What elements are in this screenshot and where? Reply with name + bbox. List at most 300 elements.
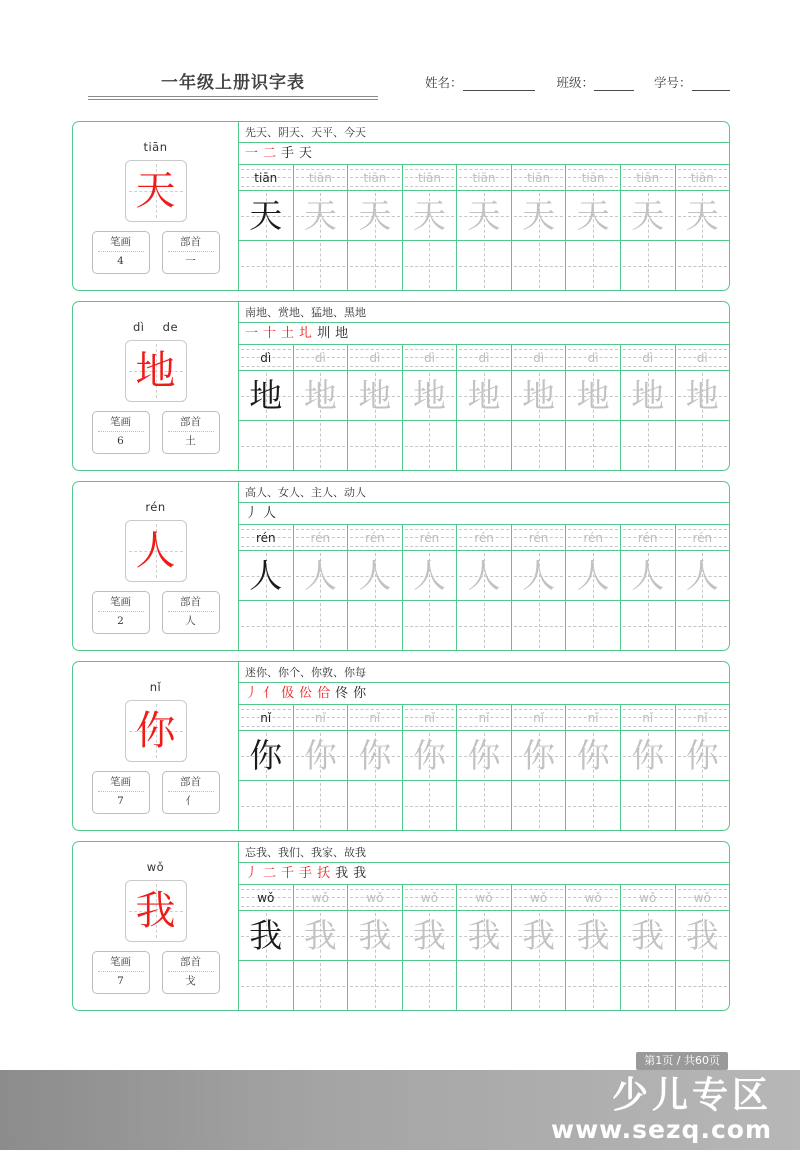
- character-cell[interactable]: [294, 551, 349, 600]
- pinyin-cell-text: dì: [260, 350, 272, 365]
- pinyin-cell-text: tiān: [690, 170, 714, 185]
- pinyin-practice-row: [239, 525, 729, 551]
- character-cell-text: 人: [412, 556, 446, 595]
- pinyin-cell[interactable]: [348, 165, 403, 190]
- pinyin-cell[interactable]: [239, 345, 294, 370]
- class-field-label: 班级：: [556, 75, 595, 90]
- pinyin-guideline: [623, 906, 673, 907]
- pinyin-guideline: [514, 906, 564, 907]
- name-field-blank[interactable]: [463, 78, 535, 91]
- page-header: [0, 72, 800, 112]
- character-cell[interactable]: [566, 371, 621, 420]
- pinyin-cell[interactable]: [621, 525, 676, 550]
- cell-guide-horizontal: [459, 986, 509, 987]
- blank-cell[interactable]: [566, 781, 621, 830]
- cell-guide-horizontal: [296, 986, 346, 987]
- pinyin-guideline: [296, 169, 346, 170]
- pinyin-guideline: [296, 889, 346, 890]
- pinyin-cell[interactable]: [566, 165, 621, 190]
- blank-cell[interactable]: [566, 421, 621, 470]
- cell-guide-horizontal: [568, 986, 618, 987]
- pinyin-cell[interactable]: [621, 345, 676, 370]
- pinyin-cell-text: nǐ: [587, 710, 599, 725]
- blank-cell[interactable]: [512, 601, 567, 650]
- cell-guide-horizontal: [678, 266, 728, 267]
- blank-cell[interactable]: [239, 601, 294, 650]
- blank-cell[interactable]: [403, 241, 458, 290]
- pinyin-cell[interactable]: [457, 165, 512, 190]
- stroke-count-value: 6: [117, 435, 124, 447]
- blank-cell[interactable]: [566, 601, 621, 650]
- pinyin-cell[interactable]: [457, 885, 512, 910]
- pinyin-guideline: [350, 889, 400, 890]
- pinyin-cell[interactable]: [512, 525, 567, 550]
- stroke-step: 手: [281, 146, 295, 161]
- class-field-blank[interactable]: [594, 78, 634, 91]
- pinyin-cell[interactable]: [348, 705, 403, 730]
- blank-cell[interactable]: [676, 241, 730, 290]
- pinyin-cell[interactable]: [294, 885, 349, 910]
- blank-cell[interactable]: [457, 961, 512, 1010]
- blank-cell[interactable]: [239, 781, 294, 830]
- pinyin-guideline: [459, 546, 509, 547]
- blank-cell[interactable]: [512, 241, 567, 290]
- pinyin-cell-text: dì: [587, 350, 599, 365]
- character-cell[interactable]: [512, 731, 567, 780]
- pinyin-guideline: [241, 529, 291, 530]
- character-cell[interactable]: [348, 371, 403, 420]
- cell-guide-horizontal: [405, 806, 455, 807]
- radical-label: 部首: [168, 595, 214, 612]
- stroke-step: 人: [263, 506, 277, 521]
- pinyin-cell-text: nǐ: [533, 710, 545, 725]
- pinyin-cell-text: dì: [369, 350, 381, 365]
- character-cell-text: 地: [576, 376, 610, 415]
- practice-area: [239, 662, 729, 830]
- pinyin-cell[interactable]: [348, 885, 403, 910]
- pinyin-cell[interactable]: [566, 345, 621, 370]
- pinyin-cell[interactable]: [457, 525, 512, 550]
- student-number-blank[interactable]: [692, 78, 730, 91]
- pinyin-guideline: [514, 169, 564, 170]
- cell-guide-horizontal: [405, 626, 455, 627]
- character-display-box: [125, 700, 187, 762]
- pinyin-guideline: [514, 186, 564, 187]
- pinyin-guideline: [459, 726, 509, 727]
- pinyin-guideline: [514, 726, 564, 727]
- pinyin-guideline: [241, 546, 291, 547]
- character-cell-text: 天: [467, 196, 501, 235]
- character-cell[interactable]: [676, 911, 730, 960]
- pinyin-guideline: [514, 349, 564, 350]
- pinyin-cell[interactable]: [566, 705, 621, 730]
- pinyin-guideline: [678, 529, 728, 530]
- character-cell[interactable]: [457, 911, 512, 960]
- character-cell-text: 人: [358, 556, 392, 595]
- pinyin-guideline: [678, 889, 728, 890]
- blank-cell[interactable]: [621, 961, 676, 1010]
- pinyin-cell[interactable]: [403, 345, 458, 370]
- pinyin-cell[interactable]: [512, 165, 567, 190]
- pinyin-guideline: [296, 709, 346, 710]
- character-cell[interactable]: [512, 371, 567, 420]
- character-cell[interactable]: [512, 911, 567, 960]
- pinyin-guideline: [405, 529, 455, 530]
- character-cell-text: 我: [685, 916, 719, 955]
- stroke-step: 丿: [245, 686, 259, 701]
- radical-label: 部首: [168, 955, 214, 972]
- cell-guide-horizontal: [350, 446, 400, 447]
- pinyin-guideline: [568, 726, 618, 727]
- student-number-label: 学号：: [654, 75, 692, 90]
- blank-cell[interactable]: [621, 781, 676, 830]
- character-cell[interactable]: [348, 911, 403, 960]
- character-cell[interactable]: [294, 731, 349, 780]
- blank-cell[interactable]: [348, 601, 403, 650]
- character-block: [72, 661, 730, 831]
- blank-practice-row: [239, 421, 729, 470]
- blank-cell[interactable]: [566, 961, 621, 1010]
- pinyin-guideline: [623, 546, 673, 547]
- character-cell-text: 地: [249, 376, 283, 415]
- blank-cell[interactable]: [348, 421, 403, 470]
- blank-cell[interactable]: [348, 241, 403, 290]
- character-display-box: [125, 520, 187, 582]
- character-cell-text: 地: [631, 376, 665, 415]
- character-practice-row: [239, 731, 729, 781]
- character-cell-text: 天: [631, 196, 665, 235]
- stroke-step: 佟: [335, 686, 349, 701]
- pinyin-cell[interactable]: [294, 525, 349, 550]
- pinyin-readings: [73, 500, 238, 514]
- pinyin-cell[interactable]: [676, 705, 730, 730]
- blank-cell[interactable]: [676, 601, 730, 650]
- blank-cell[interactable]: [457, 781, 512, 830]
- pinyin-cell[interactable]: [348, 525, 403, 550]
- character-cell[interactable]: [403, 911, 458, 960]
- character-cell-text: 地: [522, 376, 556, 415]
- title-rule-upper: [88, 96, 378, 97]
- pinyin-cell[interactable]: [294, 165, 349, 190]
- pinyin-reading: dì: [132, 320, 145, 334]
- blank-cell[interactable]: [621, 421, 676, 470]
- radical-label: 部首: [168, 775, 214, 792]
- cell-guide-horizontal: [514, 446, 564, 447]
- pinyin-cell[interactable]: [348, 345, 403, 370]
- pinyin-cell[interactable]: [457, 345, 512, 370]
- cell-guide-horizontal: [405, 446, 455, 447]
- pinyin-cell[interactable]: [239, 705, 294, 730]
- pinyin-cell[interactable]: [676, 345, 730, 370]
- character-cell-text: 你: [249, 736, 283, 775]
- radical-value: 一: [185, 255, 196, 267]
- blank-cell[interactable]: [239, 241, 294, 290]
- cell-guide-horizontal: [350, 266, 400, 267]
- character-cell[interactable]: [566, 551, 621, 600]
- blank-cell[interactable]: [621, 601, 676, 650]
- cell-guide-horizontal: [241, 446, 291, 447]
- pinyin-cell-text: dì: [533, 350, 545, 365]
- radical-box: [162, 411, 220, 454]
- cell-guide-horizontal: [678, 806, 728, 807]
- pinyin-guideline: [296, 546, 346, 547]
- character-cell-text: 人: [249, 556, 283, 595]
- pinyin-guideline: [241, 366, 291, 367]
- character-cell-text: 地: [303, 376, 337, 415]
- pinyin-cell[interactable]: [512, 885, 567, 910]
- pinyin-cell-text: wǒ: [366, 890, 384, 905]
- blank-cell[interactable]: [294, 421, 349, 470]
- pinyin-cell-text: rén: [310, 530, 331, 545]
- pinyin-guideline: [623, 366, 673, 367]
- blank-cell[interactable]: [512, 961, 567, 1010]
- character-info-panel: [73, 842, 239, 1010]
- character-cell[interactable]: [403, 191, 458, 240]
- character-cell-text: 我: [249, 916, 283, 955]
- class-field[interactable]: [557, 75, 635, 91]
- pinyin-guideline: [459, 169, 509, 170]
- stroke-step: 天: [299, 146, 313, 161]
- stroke-count-box: [92, 771, 150, 814]
- stroke-order-row: [239, 863, 729, 885]
- pinyin-guideline: [296, 529, 346, 530]
- character-cell[interactable]: [403, 551, 458, 600]
- pinyin-guideline: [514, 546, 564, 547]
- character-cell-text: 人: [303, 556, 337, 595]
- pinyin-readings: [73, 680, 238, 694]
- pinyin-cell-text: dì: [642, 350, 654, 365]
- character-cell[interactable]: [348, 731, 403, 780]
- pinyin-cell[interactable]: [403, 705, 458, 730]
- student-number-field[interactable]: [654, 75, 730, 91]
- character-cell[interactable]: [676, 551, 730, 600]
- character-cell[interactable]: [294, 191, 349, 240]
- cell-guide-horizontal: [350, 626, 400, 627]
- pinyin-cell-text: rén: [583, 530, 603, 545]
- stroke-step: 手: [299, 866, 313, 881]
- example-words-row: 忘我、我们、我家、故我: [239, 842, 729, 863]
- blank-practice-row: [239, 781, 729, 830]
- blank-cell[interactable]: [512, 421, 567, 470]
- pinyin-cell-text: wǒ: [257, 890, 275, 905]
- blank-practice-row: [239, 961, 729, 1010]
- character-cell[interactable]: [621, 371, 676, 420]
- pinyin-cell[interactable]: [403, 525, 458, 550]
- character-cell-text: 我: [303, 916, 337, 955]
- pinyin-guideline: [241, 349, 291, 350]
- character-cell-text: 地: [412, 376, 446, 415]
- character-cell[interactable]: [621, 551, 676, 600]
- stroke-step: 丿: [245, 506, 259, 521]
- blank-cell[interactable]: [294, 781, 349, 830]
- pinyin-guideline: [459, 906, 509, 907]
- pinyin-cell-text: wǒ: [311, 890, 329, 905]
- character-cell-text: 我: [412, 916, 446, 955]
- pinyin-guideline: [678, 366, 728, 367]
- pinyin-cell-text: dì: [423, 350, 435, 365]
- cell-guide-horizontal: [678, 626, 728, 627]
- stroke-step: 二: [263, 146, 277, 161]
- pinyin-cell[interactable]: [239, 165, 294, 190]
- cell-guide-horizontal: [623, 446, 673, 447]
- blank-cell[interactable]: [403, 421, 458, 470]
- cell-guide-horizontal: [623, 266, 673, 267]
- pinyin-cell-text: tiān: [636, 170, 660, 185]
- cell-guide-horizontal: [241, 266, 291, 267]
- character-cell[interactable]: [512, 191, 567, 240]
- stroke-step: 伀: [299, 686, 313, 701]
- pinyin-cell[interactable]: [239, 885, 294, 910]
- blank-practice-row: [239, 241, 729, 290]
- character-cell[interactable]: [457, 371, 512, 420]
- cell-guide-horizontal: [623, 986, 673, 987]
- pinyin-cell-text: rén: [637, 530, 658, 545]
- pinyin-cell[interactable]: [676, 885, 730, 910]
- pinyin-guideline: [623, 529, 673, 530]
- stroke-step: 一: [245, 146, 259, 161]
- blank-cell[interactable]: [566, 241, 621, 290]
- character-info-panel: [73, 122, 239, 290]
- character-cell[interactable]: [676, 191, 730, 240]
- character-cell[interactable]: [239, 191, 294, 240]
- character-cell[interactable]: [676, 731, 730, 780]
- character-cell[interactable]: [621, 731, 676, 780]
- blank-cell[interactable]: [457, 601, 512, 650]
- pinyin-cell-text: dì: [696, 350, 708, 365]
- character-cell[interactable]: [294, 911, 349, 960]
- pinyin-guideline: [514, 709, 564, 710]
- blank-practice-row: [239, 601, 729, 650]
- practice-area: [239, 842, 729, 1010]
- character-cell[interactable]: [348, 191, 403, 240]
- blank-cell[interactable]: [457, 241, 512, 290]
- character-cell[interactable]: [566, 731, 621, 780]
- title-underline: [88, 96, 378, 100]
- pinyin-cell[interactable]: [621, 165, 676, 190]
- radical-value: 土: [185, 435, 196, 447]
- blank-cell[interactable]: [294, 601, 349, 650]
- blank-cell[interactable]: [348, 781, 403, 830]
- cell-guide-horizontal: [296, 626, 346, 627]
- pinyin-cell[interactable]: [403, 885, 458, 910]
- stroke-step: 佮: [317, 686, 331, 701]
- blank-cell[interactable]: [676, 961, 730, 1010]
- pinyin-cell[interactable]: [294, 705, 349, 730]
- pinyin-guideline: [350, 546, 400, 547]
- stroke-step: 十: [263, 326, 277, 341]
- blank-cell[interactable]: [621, 241, 676, 290]
- character-cell[interactable]: [621, 911, 676, 960]
- pinyin-cell[interactable]: [403, 165, 458, 190]
- radical-label: 部首: [168, 415, 214, 432]
- blank-cell[interactable]: [239, 421, 294, 470]
- blank-cell[interactable]: [294, 241, 349, 290]
- character-cell[interactable]: [294, 371, 349, 420]
- pinyin-cell[interactable]: [512, 345, 567, 370]
- example-words-row: 先天、阴天、天平、今天: [239, 122, 729, 143]
- pinyin-cell-text: tiān: [254, 170, 278, 185]
- character-cell[interactable]: [512, 551, 567, 600]
- pinyin-cell[interactable]: [676, 165, 730, 190]
- pinyin-cell[interactable]: [621, 705, 676, 730]
- character-cell[interactable]: [239, 371, 294, 420]
- character-cell[interactable]: [403, 731, 458, 780]
- cell-guide-horizontal: [568, 266, 618, 267]
- character-cell-text: 人: [467, 556, 501, 595]
- character-cell-text: 你: [685, 736, 719, 775]
- pinyin-guideline: [405, 889, 455, 890]
- character-cell[interactable]: [566, 911, 621, 960]
- stroke-step: 二: [263, 866, 277, 881]
- blank-cell[interactable]: [294, 961, 349, 1010]
- character-display-box: [125, 160, 187, 222]
- pinyin-cell[interactable]: [512, 705, 567, 730]
- pinyin-guideline: [568, 546, 618, 547]
- character-cell[interactable]: [403, 371, 458, 420]
- character-cell[interactable]: [239, 731, 294, 780]
- cell-guide-horizontal: [514, 806, 564, 807]
- pinyin-cell[interactable]: [566, 525, 621, 550]
- blank-cell[interactable]: [348, 961, 403, 1010]
- pinyin-cell[interactable]: [457, 705, 512, 730]
- character-cell[interactable]: [239, 911, 294, 960]
- stroke-step: 亻: [263, 686, 277, 701]
- character-cell[interactable]: [348, 551, 403, 600]
- pinyin-guideline: [405, 906, 455, 907]
- character-cell[interactable]: [676, 371, 730, 420]
- character-cell-text: 我: [522, 916, 556, 955]
- pinyin-guideline: [405, 709, 455, 710]
- pinyin-guideline: [296, 186, 346, 187]
- pinyin-guideline: [241, 186, 291, 187]
- character-cell[interactable]: [457, 731, 512, 780]
- pinyin-cell[interactable]: [294, 345, 349, 370]
- blank-cell[interactable]: [676, 421, 730, 470]
- pinyin-guideline: [459, 366, 509, 367]
- pinyin-cell[interactable]: [676, 525, 730, 550]
- blank-cell[interactable]: [239, 961, 294, 1010]
- name-field[interactable]: [425, 75, 535, 91]
- character-block: [72, 841, 730, 1011]
- blank-cell[interactable]: [676, 781, 730, 830]
- pinyin-guideline: [350, 169, 400, 170]
- pinyin-readings: [73, 860, 238, 874]
- pinyin-cell-text: nǐ: [369, 710, 381, 725]
- character-cell[interactable]: [457, 191, 512, 240]
- blank-cell[interactable]: [403, 601, 458, 650]
- pinyin-cell-text: nǐ: [260, 710, 272, 725]
- example-words-row: 高人、女人、主人、动人: [239, 482, 729, 503]
- stroke-count-label: 笔画: [98, 595, 144, 612]
- pinyin-cell[interactable]: [239, 525, 294, 550]
- character-cell[interactable]: [621, 191, 676, 240]
- pinyin-guideline: [459, 349, 509, 350]
- character-cell-text: 地: [467, 376, 501, 415]
- blank-cell[interactable]: [403, 961, 458, 1010]
- blank-cell[interactable]: [457, 421, 512, 470]
- character-cell[interactable]: [566, 191, 621, 240]
- pinyin-cell-text: rén: [419, 530, 440, 545]
- pinyin-cell[interactable]: [621, 885, 676, 910]
- character-cell[interactable]: [457, 551, 512, 600]
- pinyin-cell[interactable]: [566, 885, 621, 910]
- pinyin-guideline: [405, 169, 455, 170]
- blank-cell[interactable]: [512, 781, 567, 830]
- practice-area: [239, 482, 729, 650]
- blank-cell[interactable]: [403, 781, 458, 830]
- character-cell-text: 我: [631, 916, 665, 955]
- character-cell[interactable]: [239, 551, 294, 600]
